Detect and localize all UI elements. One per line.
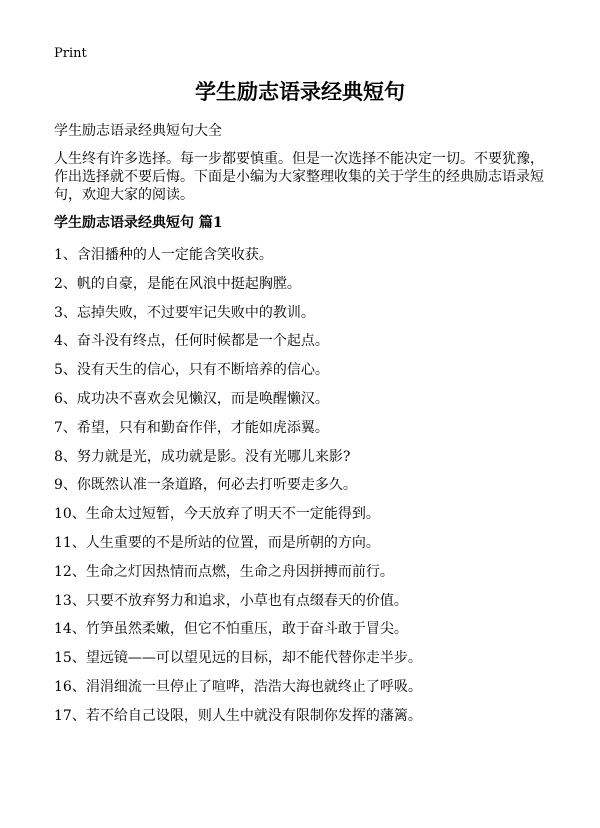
intro-paragraph: 人生终有许多选择。每一步都要慎重。但是一次选择不能决定一切。不要犹豫，作出选择就不要后悔。下面是小编为大家整理收集的关于学生的经典励志语录短句，欢迎大家的阅读。 [54,151,544,203]
list-item: 14、竹笋虽然柔嫩，但它不怕重压，敢于奋斗敢于冒尖。 [54,621,408,638]
print-link[interactable]: Print [54,46,87,61]
list-item: 11、人生重要的不是所站的位置，而是所朝的方向。 [54,534,380,551]
list-item: 7、希望，只有和勤奋作伴，才能如虎添翼。 [54,419,329,436]
article-subtitle: 学生励志语录经典短句大全 [54,123,222,139]
list-item: 6、成功决不喜欢会见懒汉，而是唤醒懒汉。 [54,390,329,407]
list-item: 2、帆的自豪，是能在风浪中挺起胸膛。 [54,275,301,292]
list-item: 16、涓涓细流一旦停止了喧哗，浩浩大海也就终止了呼吸。 [54,678,422,695]
list-item: 13、只要不放弃努力和追求，小草也有点缀春天的价值。 [54,592,408,609]
list-item: 15、望远镜——可以望见远的目标，却不能代替你走半步。 [54,650,422,667]
list-item: 5、没有天生的信心，只有不断培养的信心。 [54,362,329,379]
list-item: 1、含泪播种的人一定能含笑收获。 [54,247,273,263]
list-item: 17、若不给自己设限，则人生中就没有限制你发挥的藩篱。 [54,707,422,724]
page-title: 学生励志语录经典短句 [195,79,405,104]
list-item: 3、忘掉失败，不过要牢记失败中的教训。 [54,304,315,321]
quote-list [54,246,574,736]
list-item: 9、你既然认准一条道路，何必去打听要走多久。 [54,477,357,494]
list-item: 10、生命太过短暂，今天放弃了明天不一定能得到。 [54,506,380,523]
list-item: 8、努力就是光，成功就是影。没有光哪儿来影? [54,448,351,465]
section-heading: 学生励志语录经典短句 篇1 [54,215,223,231]
list-item: 12、生命之灯因热情而点燃，生命之舟因拼搏而前行。 [54,563,394,580]
list-item: 4、奋斗没有终点，任何时候都是一个起点。 [54,333,329,350]
